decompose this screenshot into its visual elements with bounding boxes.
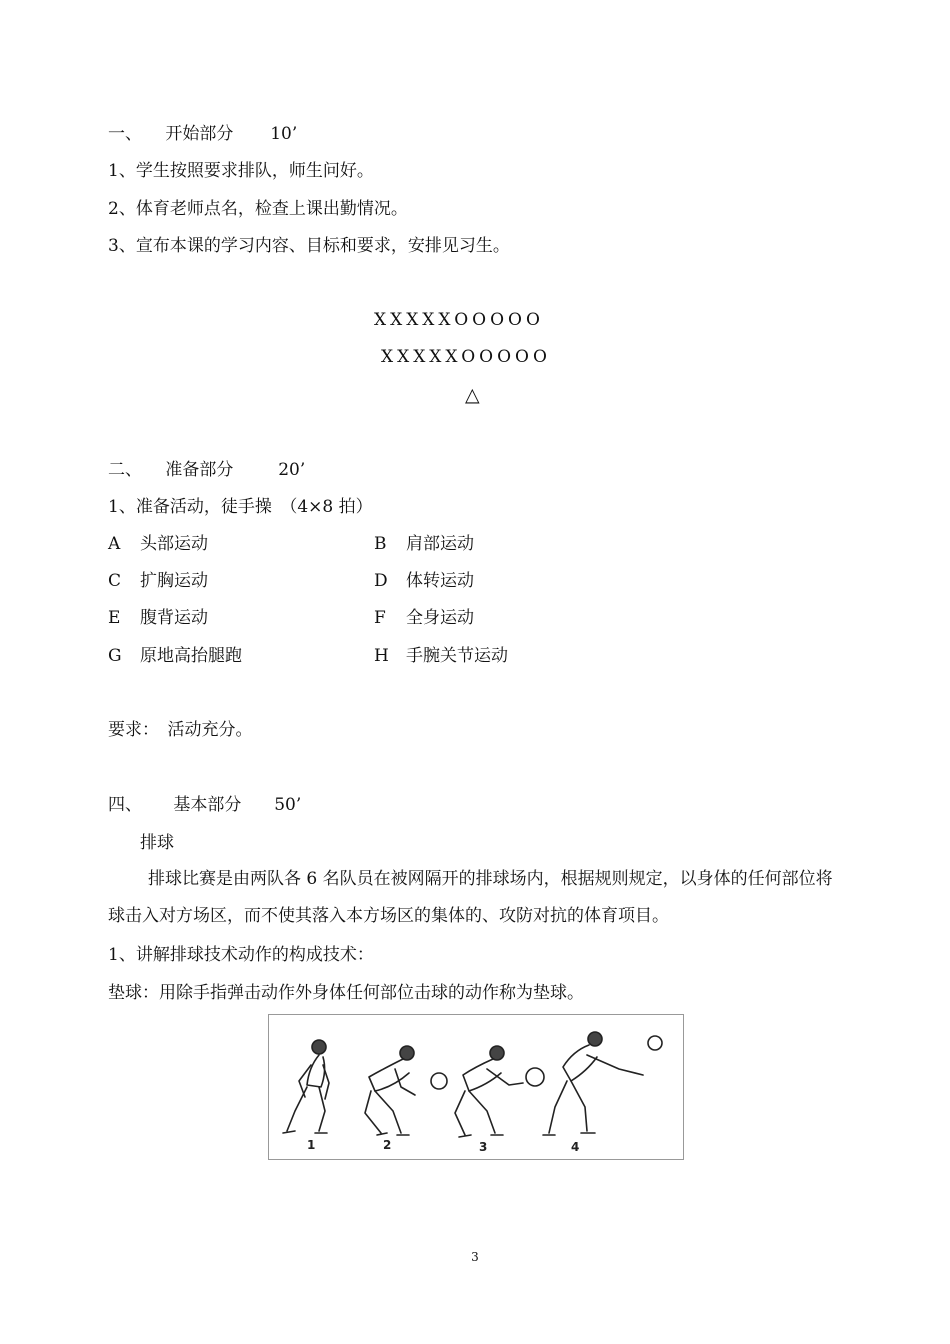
section1-item-2: 2、体育老师点名，检查上课出勤情况。 bbox=[108, 199, 408, 219]
exercise-name: 腹背运动 bbox=[140, 608, 208, 628]
dig-sequence-figure bbox=[268, 1014, 684, 1160]
section2-duration: 20’ bbox=[278, 460, 306, 480]
section1-title: 开始部分 bbox=[165, 124, 234, 144]
section2-requirement: 要求： 活动充分。 bbox=[108, 720, 253, 740]
exercise-letter: H bbox=[374, 646, 389, 666]
exercise-letter: A bbox=[108, 534, 121, 554]
exercise-row bbox=[374, 606, 474, 630]
section1-duration: 10’ bbox=[270, 124, 298, 144]
exercise-letter: C bbox=[108, 571, 122, 591]
exercise-row bbox=[108, 606, 208, 630]
exercise-row bbox=[374, 532, 474, 556]
figure-label-4: 4 bbox=[571, 1140, 580, 1154]
exercise-name: 头部运动 bbox=[140, 534, 208, 554]
section4-heading bbox=[108, 793, 301, 817]
dig-sequence-illustration bbox=[269, 1015, 683, 1159]
volleyball-intro: 排球比赛是由两队各 6 名队员在被网隔开的排球场内，根据规则规定，以身体的任何部位将球击入对方场区，而不使其落入本方场区的集体的、攻防对抗的体育项目。 bbox=[108, 869, 833, 926]
figure-label-1: 1 bbox=[307, 1138, 316, 1152]
section2-heading bbox=[108, 458, 305, 482]
player-figure-1 bbox=[283, 1040, 329, 1133]
dig-definition: 垫球：用除手指弹击动作外身体任何部位击球的动作称为垫球。 bbox=[108, 983, 584, 1003]
formation-row-1: XXXXXOOOOO bbox=[374, 310, 544, 330]
section2-number: 二、 bbox=[108, 460, 142, 480]
formation-row-2: XXXXXOOOOO bbox=[381, 347, 551, 367]
figure-label-2: 2 bbox=[383, 1138, 392, 1152]
exercise-letter: B bbox=[374, 534, 387, 554]
exercise-row bbox=[108, 532, 208, 556]
exercise-name: 扩胸运动 bbox=[140, 571, 208, 591]
section1-heading bbox=[108, 122, 297, 146]
exercise-letter: G bbox=[108, 646, 122, 666]
exercise-row bbox=[108, 644, 242, 668]
exercise-letter: F bbox=[374, 608, 386, 628]
player-figure-4 bbox=[543, 1032, 662, 1135]
section4-number: 四、 bbox=[108, 795, 142, 815]
exercise-name: 肩部运动 bbox=[406, 534, 474, 554]
section1-item-3: 3、宣布本课的学习内容、目标和要求，安排见习生。 bbox=[108, 236, 510, 256]
exercise-row bbox=[108, 569, 208, 593]
section4-duration: 50’ bbox=[274, 795, 302, 815]
teacher-triangle-icon: △ bbox=[465, 384, 484, 406]
section1-item-1: 1、学生按照要求排队，师生问好。 bbox=[108, 161, 374, 181]
player-figure-2 bbox=[365, 1046, 447, 1135]
exercise-row bbox=[374, 644, 508, 668]
exercise-name: 体转运动 bbox=[406, 571, 474, 591]
exercise-letter: E bbox=[108, 608, 121, 628]
player-figure-3 bbox=[455, 1046, 544, 1137]
section4-item-1: 1、讲解排球技术动作的构成技术： bbox=[108, 945, 374, 965]
exercise-row bbox=[374, 569, 474, 593]
page-number: 3 bbox=[471, 1250, 479, 1264]
figure-label-3: 3 bbox=[479, 1140, 488, 1154]
exercise-name: 全身运动 bbox=[406, 608, 474, 628]
section1-number: 一、 bbox=[108, 124, 142, 144]
section4-title: 基本部分 bbox=[173, 795, 242, 815]
exercise-name: 手腕关节运动 bbox=[406, 646, 508, 666]
section2-activity: 1、准备活动，徒手操 （4×8 拍） bbox=[108, 497, 373, 517]
exercise-name: 原地高抬腿跑 bbox=[140, 646, 242, 666]
exercise-letter: D bbox=[374, 571, 388, 591]
section4-subtitle: 排球 bbox=[140, 833, 174, 853]
section2-title: 准备部分 bbox=[165, 460, 234, 480]
